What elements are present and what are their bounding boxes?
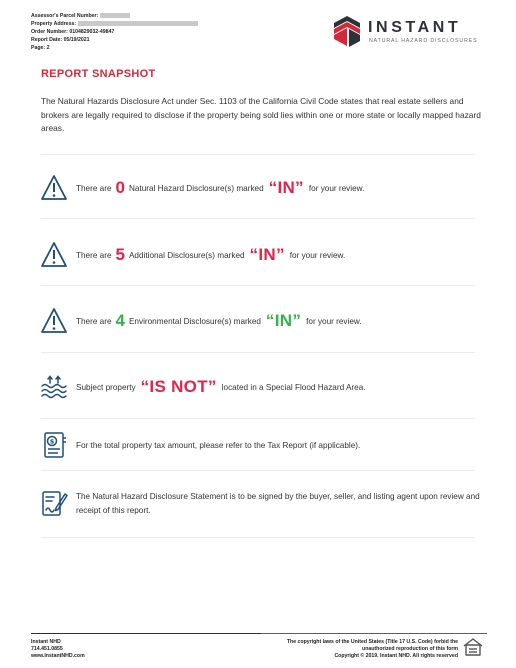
footer-company: Instant NHD [31,639,61,645]
footer-website: www.InstantNHD.com [31,653,85,660]
divider [41,470,475,471]
signature-text: The Natural Hazard Disclosure Statement is to be signed by the buyer, seller, and listing agent upon review and receipt of this report. [76,492,480,515]
divider [41,418,475,419]
divider [41,537,475,538]
property-tax-text: For the total property tax amount, please refer to the Tax Report (if applicable). [76,440,361,450]
warning-triangle-icon [40,240,68,270]
instant-nhd-logo [330,14,480,48]
parcel-number-row [31,12,198,20]
tax-document-icon [40,430,68,460]
natural-hazard-summary: There are 0 Natural Hazard Disclosure(s) marked “IN” for your review. [40,173,480,203]
natural-hazard-count: 0 [115,178,125,197]
flood-water-icon [40,372,68,402]
logo-mark-icon [330,14,364,48]
signature-note [40,488,480,518]
footer-copyright: The copyright laws of the United States (Title 17 U.S. Code) forbid the unauthorized reproduction of this form Copyright © 2019. Instant NHD. All rights reserved [286,639,458,660]
in-marker: “IN” [265,311,302,330]
footer-contact [31,639,85,661]
footer-phone: 714.451.0855 [31,646,63,653]
order-number: Order Number: 0104829032-49847 [31,29,115,35]
is-not-marker: “IS NOT” [140,377,217,396]
property-address-label: Property Address: [31,21,77,27]
redacted-parcel-number [100,13,130,18]
page-number: Page: 2 [31,45,50,51]
environmental-disclosure-count: 4 [115,311,125,330]
logo-tagline: NATURAL HAZARD DISCLOSURES [369,38,478,44]
svg-text:$: $ [49,437,55,446]
report-date: Report Date: 05/19/2021 [31,37,90,43]
redacted-property-address [78,21,198,26]
intro-paragraph: The Natural Hazards Disclosure Act under Sec. 1103 of the California Civil Code states that real estate sellers and brokers are legally required to disclose if the property being sold lies within one or more state or locally mapped hazard areas. [41,96,481,134]
warning-triangle-icon [40,306,68,336]
parcel-number-label: Assessor's Parcel Number: [31,13,99,19]
warning-triangle-icon [40,173,68,203]
divider [41,285,475,286]
equal-housing-icon [462,637,484,657]
environmental-disclosure-summary: There are 4 Environmental Disclosure(s) marked “IN” for your review. [40,306,480,336]
in-marker: “IN” [268,178,304,197]
additional-disclosure-count: 5 [115,245,125,264]
property-address-row [31,20,198,28]
in-marker: “IN” [249,245,285,264]
property-tax-note [40,430,480,460]
divider [41,154,475,155]
flood-zone-summary: Subject property “IS NOT” located in a Special Flood Hazard Area. [40,372,480,402]
additional-disclosure-summary: There are 5 Additional Disclosure(s) marked “IN” for your review. [40,240,480,270]
divider [41,352,475,353]
logo-brand-name: INSTANT [368,19,462,36]
divider [41,218,475,219]
report-metadata [31,12,198,52]
footer-rule-accent [261,633,487,634]
footer-rule [31,633,261,634]
signature-icon [40,488,68,518]
page-title: REPORT SNAPSHOT [41,68,156,80]
